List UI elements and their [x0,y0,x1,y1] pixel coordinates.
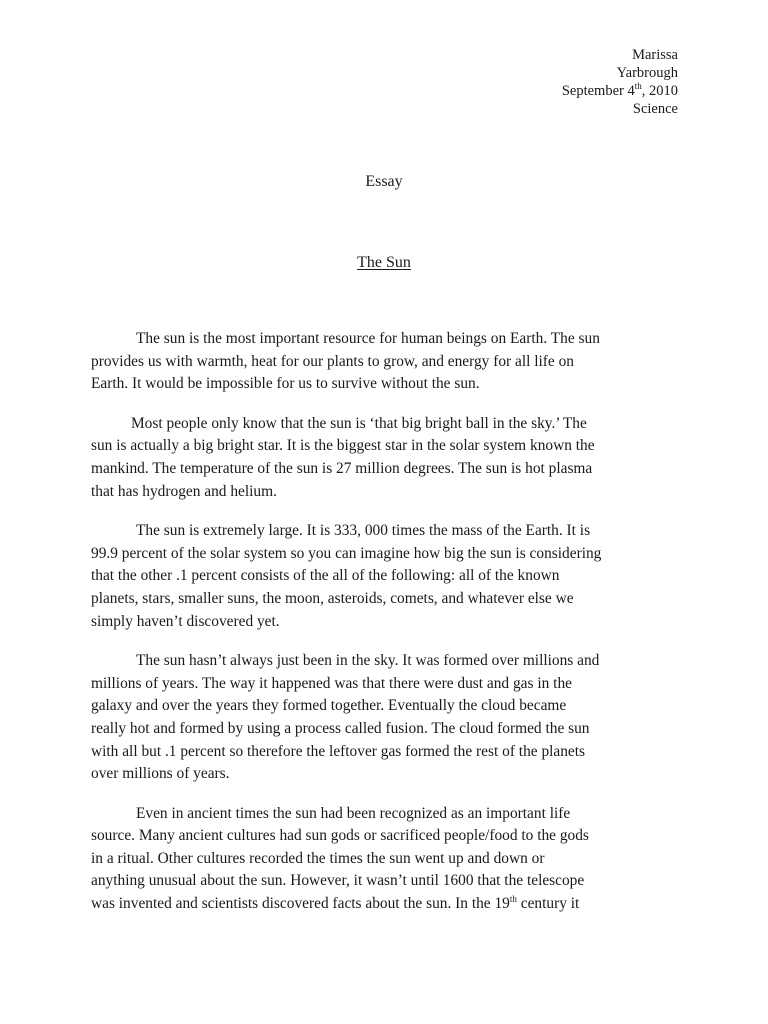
date-main: September 4 [561,83,635,99]
paragraph-line-last [91,893,691,916]
paragraph-line: planets, stars, smaller suns, the moon, asteroids, comets, and whatever else we [91,589,574,607]
paragraph-line: mankind. The temperature of the sun is 27 million degrees. The sun is hot plasma [91,459,593,477]
essay-body [91,328,691,933]
paragraph-line: millions of years. The way it happened was that there were dust and gas in the [91,674,572,692]
author-header [562,46,678,118]
paragraph-line: simply haven’t discovered yet. [91,612,280,630]
paragraph-line: Most people only know that the sun is ‘that big bright ball in the sky.’ The [131,414,587,432]
paragraph-line: with all but .1 percent so therefore the leftover gas formed the rest of the planets [91,742,586,760]
date-ordinal: th [634,81,642,92]
paragraph-3 [91,520,691,633]
line-text: was invented and scientists discovered facts about the sun. In the 19 [91,895,510,913]
title-text: The Sun [357,254,411,271]
page-title [0,254,768,272]
paragraph-line: that has hydrogen and helium. [91,482,277,500]
paragraph-1 [91,328,691,396]
essay-date [562,82,678,100]
line-text: century it [516,895,580,913]
paragraph-line: The sun is extremely large. It is 333, 000 times the mass of the Earth. It is [136,522,591,540]
paragraph-line: provides us with warmth, heat for our plants to grow, and energy for all life on [91,352,574,370]
paragraph-line: over millions of years. [91,765,230,783]
paragraph-line: anything unusual about the sun. However, it wasn’t until 1600 that the telescope [91,872,585,890]
author-first-name: Marissa [632,47,678,63]
paragraph-line: in a ritual. Other cultures recorded the times the sun went up and down or [91,849,545,867]
paragraph-line: sun is actually a big bright star. It is the biggest star in the solar system known the [91,437,595,455]
paragraph-4 [91,650,691,786]
paragraph-line: 99.9 percent of the solar system so you can imagine how big the sun is considering [91,544,602,562]
paragraph-line: that the other .1 percent consists of the all of the following: all of the known [91,567,560,585]
paragraph-line: galaxy and over the years they formed together. Eventually the cloud became [91,697,567,715]
author-last-name: Yarbrough [616,65,678,81]
paragraph-line: source. Many ancient cultures had sun gods or sacrificed people/food to the gods [91,827,589,845]
subject-label: Science [632,101,678,117]
paragraph-line: really hot and formed by using a process called fusion. The cloud formed the sun [91,719,590,737]
date-year: , 2010 [641,83,678,99]
paragraph-line: The sun hasn’t always just been in the sky. It was formed over millions and [136,652,600,670]
document-label: Essay [365,173,403,190]
paragraph-line: The sun is the most important resource for human beings on Earth. The sun [136,330,600,347]
paragraph-5 [91,803,691,916]
paragraph-line: Earth. It would be impossible for us to survive without the sun. [91,375,480,393]
paragraph-2 [91,413,691,503]
paragraph-line: Even in ancient times the sun had been recognized as an important life [136,804,571,822]
century-ordinal: th [509,893,517,904]
